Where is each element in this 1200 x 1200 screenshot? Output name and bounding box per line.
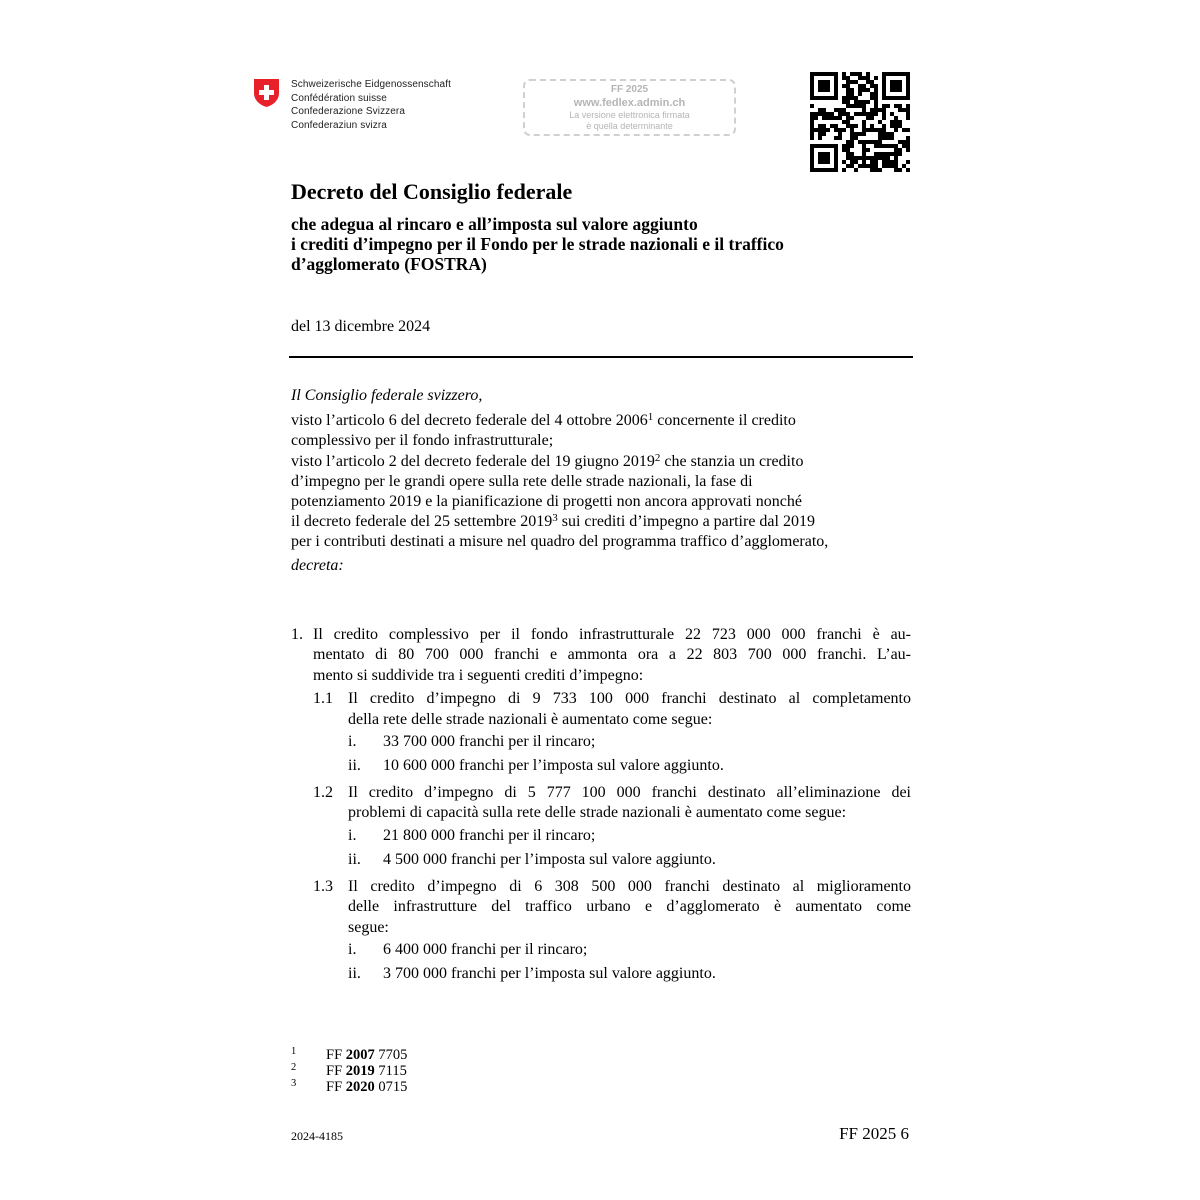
- title-divider: [289, 356, 913, 358]
- swiss-coat-of-arms-icon: [253, 78, 280, 108]
- subsection-line: Il credito d’impegno di 5 777 100 000 franchi destinato all’eliminazione dei: [348, 784, 911, 802]
- footnotes: [291, 1047, 407, 1095]
- preamble-text: visto l’articolo 6 del decreto federale del 4 ottobre 2006: [291, 412, 648, 430]
- subsection-1-2: [291, 783, 911, 874]
- preamble-text: il decreto federale del 25 settembre 2019: [291, 513, 553, 531]
- list-item: [291, 756, 911, 780]
- stamp-url: www.fedlex.admin.ch: [573, 97, 686, 109]
- footnote: [291, 1063, 407, 1079]
- item-text: 10 600 000 franchi per l’imposta sul valore aggiunto.: [383, 757, 724, 775]
- article-line: mentato di 80 700 000 franchi e ammonta ora a 22 803 700 000 franchi. L’au-: [313, 646, 911, 664]
- subsection-line: Il credito d’impegno di 9 733 100 000 franchi destinato al completamento: [348, 690, 911, 708]
- item-number: ii.: [348, 965, 361, 983]
- item-number: ii.: [348, 850, 361, 868]
- footnote-number: 2: [291, 1062, 297, 1073]
- footnote-number: 1: [291, 1046, 297, 1057]
- item-number: i.: [348, 941, 357, 959]
- preamble-text: che stanzia un credito: [660, 452, 804, 470]
- footnote-year: 2019: [345, 1063, 375, 1079]
- article-line: Il credito complessivo per il fondo infrastrutturale 22 723 000 000 franchi è au-: [313, 626, 911, 643]
- subtitle-line: che adegua al rincaro e all’imposta sul valore aggiunto: [291, 214, 698, 234]
- footnote: [291, 1047, 407, 1063]
- article-1: [291, 625, 911, 988]
- list-item: [291, 964, 911, 988]
- stamp-note-2: è quella determinante: [586, 121, 673, 131]
- subsection-line: Il credito d’impegno di 6 308 500 000 franchi destinato al miglioramento: [348, 877, 911, 895]
- footnote-prefix: FF: [326, 1047, 343, 1063]
- footnote-page: 7115: [378, 1063, 407, 1079]
- preamble-text: visto l’articolo 2 del decreto federale del 19 giugno 2019: [291, 452, 655, 470]
- footnote-prefix: FF: [326, 1063, 343, 1079]
- preamble-line: [291, 452, 913, 472]
- item-number: i.: [348, 826, 357, 844]
- subsection-line: della rete delle strade nazionali è aumentato come segue:: [348, 710, 713, 728]
- preamble-text: concernente il credito: [653, 412, 796, 430]
- subsection-number: 1.1: [313, 690, 333, 708]
- item-list: [348, 732, 911, 780]
- document-code: 2024-4185: [291, 1129, 343, 1143]
- federal-administration-names: [291, 78, 451, 132]
- document-date: del 13 dicembre 2024: [291, 318, 431, 335]
- preamble-decreta: decreta:: [291, 556, 344, 574]
- subsection-number: 1.3: [313, 877, 333, 895]
- footnote-number: 3: [291, 1078, 297, 1089]
- preamble-line: [291, 411, 913, 431]
- document-subtitle: [291, 214, 911, 274]
- item-number: ii.: [348, 757, 361, 775]
- stamp-note-1: La versione elettronica firmata: [569, 110, 690, 120]
- article-list: [291, 625, 911, 988]
- list-item: [291, 940, 911, 964]
- item-list: [348, 826, 911, 874]
- preamble-line: d’impegno per le grandi opere sulla rete delle strade nazionali, la fase di: [291, 472, 753, 490]
- list-item: [291, 826, 911, 850]
- item-text: 33 700 000 franchi per il rincaro;: [383, 733, 596, 751]
- item-number: i.: [348, 733, 357, 751]
- footnote: [291, 1079, 407, 1095]
- preamble-line: potenziamento 2019 e la pianificazione di progetti non ancora approvati nonché: [291, 493, 802, 511]
- preamble-line: [291, 512, 913, 532]
- stamp-ff-number: FF 2025: [610, 84, 649, 95]
- preamble-intro: Il Consiglio federale svizzero,: [291, 387, 483, 404]
- preamble-line: per i contributi destinati a misure nel quadro del programma traffico d’agglomerato,: [291, 533, 829, 551]
- subsection-number: 1.2: [313, 784, 333, 802]
- list-item: [291, 732, 911, 756]
- subsection-line: problemi di capacità sulla rete delle strade nazionali è aumentato come segue:: [348, 804, 847, 822]
- article-line: mento si suddivide tra i seguenti crediti d’impegno:: [313, 666, 644, 684]
- footnote-year: 2020: [345, 1079, 375, 1095]
- footnote-ref[interactable]: 1: [647, 411, 654, 424]
- item-text: 3 700 000 franchi per l’imposta sul valore aggiunto.: [383, 965, 716, 983]
- subsection-1-3: [291, 877, 911, 988]
- document-title: Decreto del Consiglio federale: [291, 179, 573, 204]
- subsection-1-1: [291, 689, 911, 780]
- subtitle-line: d’agglomerato (FOSTRA): [291, 254, 487, 274]
- footnote-prefix: FF: [326, 1079, 343, 1095]
- item-list: [348, 940, 911, 988]
- preamble-text: sui crediti d’impegno a partire dal 2019: [557, 513, 815, 531]
- footnote-ref[interactable]: 2: [654, 451, 661, 464]
- item-text: 6 400 000 franchi per il rincaro;: [383, 941, 588, 959]
- article-number: 1.: [291, 626, 303, 643]
- preamble: [291, 386, 913, 576]
- footnote-year: 2007: [345, 1047, 375, 1063]
- electronic-signature-stamp: [523, 79, 736, 136]
- item-text: 21 800 000 franchi per il rincaro;: [383, 826, 596, 844]
- list-item: [291, 850, 911, 874]
- federal-name-fr: Confédération suisse: [291, 92, 387, 104]
- item-text: 4 500 000 franchi per l’imposta sul valore aggiunto.: [383, 850, 716, 868]
- qr-code-icon: [810, 72, 910, 172]
- footnote-page: 0715: [378, 1079, 408, 1095]
- footnote-ref[interactable]: 3: [552, 512, 558, 525]
- subtitle-line: i crediti d’impegno per il Fondo per le strade nazionali e il traffico: [291, 234, 784, 254]
- subsection-line: segue:: [348, 918, 389, 936]
- preamble-line: complessivo per il fondo infrastrutturale;: [291, 432, 554, 450]
- federal-name-de: Schweizerische Eidgenossenschaft: [291, 79, 451, 90]
- footnote-page: 7705: [378, 1047, 408, 1063]
- federal-name-rm: Confederaziun svizra: [291, 119, 387, 131]
- subsection-line: delle infrastrutture del traffico urbano e d’agglomerato è aumentato come: [348, 898, 911, 916]
- page-reference: FF 2025 6: [839, 1124, 909, 1143]
- federal-name-it: Confederazione Svizzera: [291, 106, 406, 117]
